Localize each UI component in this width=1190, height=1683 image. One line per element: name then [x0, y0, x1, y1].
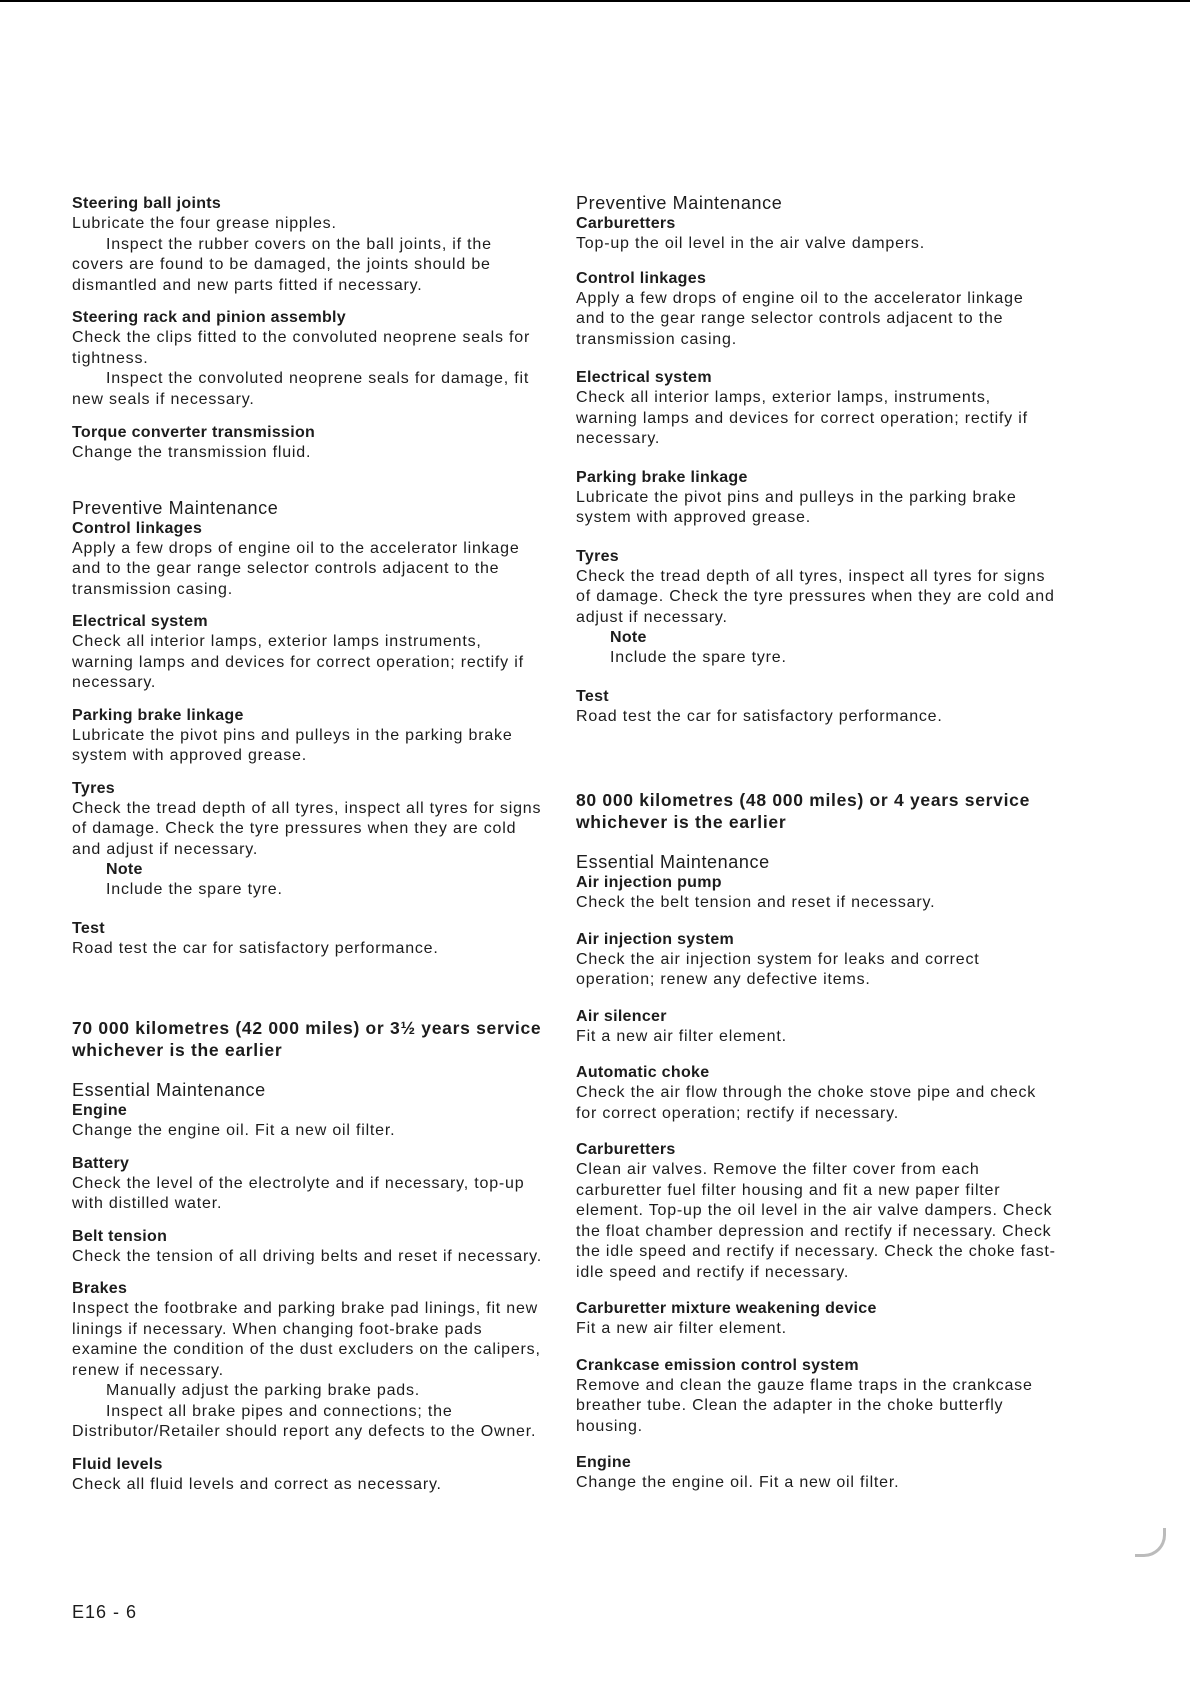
heading-80000-service: 80 000 kilometres (48 000 miles) or 4 years service whichever is the earlier: [576, 790, 1031, 832]
section-air-silencer: [576, 1007, 1056, 1048]
section-engine: [72, 1101, 542, 1142]
text: Change the transmission fluid.: [72, 444, 312, 461]
text: Lubricate the pivot pins and pulleys in the parking brake system with approved grease.: [72, 726, 513, 764]
heading-battery: Battery: [72, 1154, 130, 1172]
text: Fit a new air filter element.: [576, 1320, 787, 1337]
heading-engine: Engine: [72, 1102, 128, 1119]
section-automatic-choke: [576, 1063, 1056, 1124]
text: Lubricate the four grease nipples.: [72, 215, 337, 232]
text: Road test the car for satisfactory performance.: [576, 707, 943, 725]
section-control-linkages: [576, 269, 1056, 351]
section-tyres: [576, 547, 1056, 669]
section-engine-80: [576, 1453, 1056, 1494]
text: Inspect the rubber covers on the ball joints, if the covers are found to be damaged, the joints should be dismantled and new parts fitted if necessary.: [72, 235, 492, 294]
note-label: Note: [610, 629, 647, 646]
text: Inspect the convoluted neoprene seals for damage, fit new seals if necessary.: [72, 370, 530, 408]
heading-essential-maintenance: Essential Maintenance: [576, 852, 770, 872]
text: Check all interior lamps, exterior lamps instruments, warning lamps and devices for correct operation; rectify if necessary.: [72, 633, 524, 691]
text: Check all fluid levels and correct as necessary.: [72, 1475, 442, 1493]
section-brakes: [72, 1279, 542, 1443]
heading-steering-rack: Steering rack and pinion assembly: [72, 309, 346, 326]
section-mixture-weakening: [576, 1299, 1056, 1340]
text: Check the tread depth of all tyres, inspect all tyres for signs of damage. Check the tyre pressures when they are cold and adjust if necessary.: [72, 799, 542, 858]
heading-control-linkages: Control linkages: [576, 269, 707, 287]
heading-brakes: Brakes: [72, 1280, 128, 1297]
heading-air-injection-pump: Air injection pump: [576, 874, 722, 891]
section-parking-brake-linkage: [72, 706, 542, 767]
scan-mark-icon: [1135, 1528, 1166, 1557]
text: Inspect the footbrake and parking brake pad linings, fit new linings if necessary. When changing foot-brake pads examine the condition of the dust excluders on the calipers, renew if necessary.: [72, 1300, 541, 1379]
section-battery: [72, 1154, 542, 1215]
section-test: [576, 687, 1056, 728]
text: Inspect all brake pipes and connections; the Distributor/Retailer should report any defects to the Owner.: [72, 1402, 537, 1440]
section-air-injection-system: [576, 930, 1056, 991]
note-text: Include the spare tyre.: [610, 649, 787, 666]
section-test: [72, 919, 542, 960]
text: Change the engine oil. Fit a new oil filter.: [576, 1474, 900, 1491]
heading-air-silencer: Air silencer: [576, 1007, 667, 1025]
text: Check the belt tension and reset if necessary.: [576, 894, 936, 911]
heading-parking-brake-linkage: Parking brake linkage: [576, 468, 748, 486]
heading-carburetters: Carburetters: [576, 1141, 676, 1158]
heading-air-injection-system: Air injection system: [576, 930, 735, 948]
text: Lubricate the pivot pins and pulleys in the parking brake system with approved grease.: [576, 488, 1017, 526]
heading-test: Test: [72, 919, 105, 937]
heading-tyres: Tyres: [72, 779, 116, 797]
section-carburetters: [576, 214, 1056, 255]
text: Fit a new air filter element.: [576, 1027, 787, 1045]
note-label: Note: [106, 861, 143, 878]
text: Apply a few drops of engine oil to the accelerator linkage and to the gear range selector controls adjacent to the transmission casing.: [72, 539, 520, 598]
heading-fluid-levels: Fluid levels: [72, 1455, 163, 1473]
text: Clean air valves. Remove the filter cover from each carburetter fuel filter housing and fit a new paper filter element. Top-up the oil level in the air valve dampers. Check the float chamber depression and rectify if necessary. Check the idle speed and rectify if necessary. Check the choke fast-idle speed and rectify if necessary.: [576, 1161, 1056, 1281]
heading-electrical-system: Electrical system: [576, 369, 712, 386]
heading-control-linkages: Control linkages: [72, 519, 203, 537]
page-number: E16 - 6: [72, 1602, 138, 1622]
section-electrical-system: [576, 368, 1056, 450]
heading-preventive-maintenance: Preventive Maintenance: [72, 497, 279, 518]
heading-70000-service: 70 000 kilometres (42 000 miles) or 3½ years service whichever is the earlier: [72, 1018, 542, 1060]
section-belt-tension: [72, 1227, 542, 1268]
left-column: [72, 194, 542, 1495]
heading-preventive-maintenance: Preventive Maintenance: [576, 193, 783, 213]
text: Change the engine oil. Fit a new oil filter.: [72, 1122, 396, 1139]
section-torque-converter: [72, 423, 542, 464]
section-carburetters-80: [576, 1140, 1056, 1283]
section-tyres: [72, 779, 542, 901]
text: Check all interior lamps, exterior lamps, instruments, warning lamps and devices for correct operation; rectify if necessary.: [576, 389, 1028, 447]
heading-belt-tension: Belt tension: [72, 1227, 168, 1245]
text: Check the level of the electrolyte and if necessary, top-up with distilled water.: [72, 1174, 525, 1212]
section-electrical-system: [72, 612, 542, 694]
heading-electrical-system: Electrical system: [72, 613, 208, 630]
right-column: [576, 194, 1056, 1494]
heading-automatic-choke: Automatic choke: [576, 1064, 710, 1081]
text: Road test the car for satisfactory performance.: [72, 939, 439, 957]
section-steering-rack: [72, 308, 542, 410]
text: Top-up the oil level in the air valve dampers.: [576, 235, 925, 252]
note-text: Include the spare tyre.: [106, 881, 283, 898]
heading-parking-brake-linkage: Parking brake linkage: [72, 706, 244, 724]
heading-mixture-weakening: Carburetter mixture weakening device: [576, 1300, 877, 1317]
text: Apply a few drops of engine oil to the accelerator linkage and to the gear range selector controls adjacent to the transmission casing.: [576, 289, 1024, 348]
section-crankcase-emission: [576, 1356, 1056, 1438]
section-control-linkages: [72, 519, 542, 601]
text: Check the air injection system for leaks and correct operation; renew any defective items.: [576, 950, 980, 988]
section-fluid-levels: [72, 1455, 542, 1496]
top-rule: [0, 0, 1190, 2]
section-air-injection-pump: [576, 873, 1056, 914]
heading-engine: Engine: [576, 1454, 632, 1471]
text: Check the air flow through the choke stove pipe and check for correct operation; rectify if necessary.: [576, 1084, 1037, 1122]
heading-crankcase-emission: Crankcase emission control system: [576, 1356, 859, 1374]
text: Check the tread depth of all tyres, inspect all tyres for signs of damage. Check the tyre pressures when they are cold and adjust if necessary.: [576, 567, 1055, 626]
section-steering-ball-joints: [72, 194, 542, 296]
heading-carburetters: Carburetters: [576, 215, 676, 232]
section-parking-brake-linkage: [576, 468, 1056, 529]
text: Manually adjust the parking brake pads.: [106, 1382, 421, 1399]
heading-torque-converter: Torque converter transmission: [72, 424, 316, 441]
heading-steering-ball-joints: Steering ball joints: [72, 195, 222, 212]
text: Remove and clean the gauze flame traps in the crankcase breather tube. Clean the adapter in the choke butterfly housing.: [576, 1376, 1033, 1435]
heading-essential-maintenance: Essential Maintenance: [72, 1080, 266, 1100]
text: Check the clips fitted to the convoluted neoprene seals for tightness.: [72, 329, 531, 367]
heading-tyres: Tyres: [576, 547, 620, 565]
heading-test: Test: [576, 687, 609, 705]
text: Check the tension of all driving belts and reset if necessary.: [72, 1247, 542, 1265]
